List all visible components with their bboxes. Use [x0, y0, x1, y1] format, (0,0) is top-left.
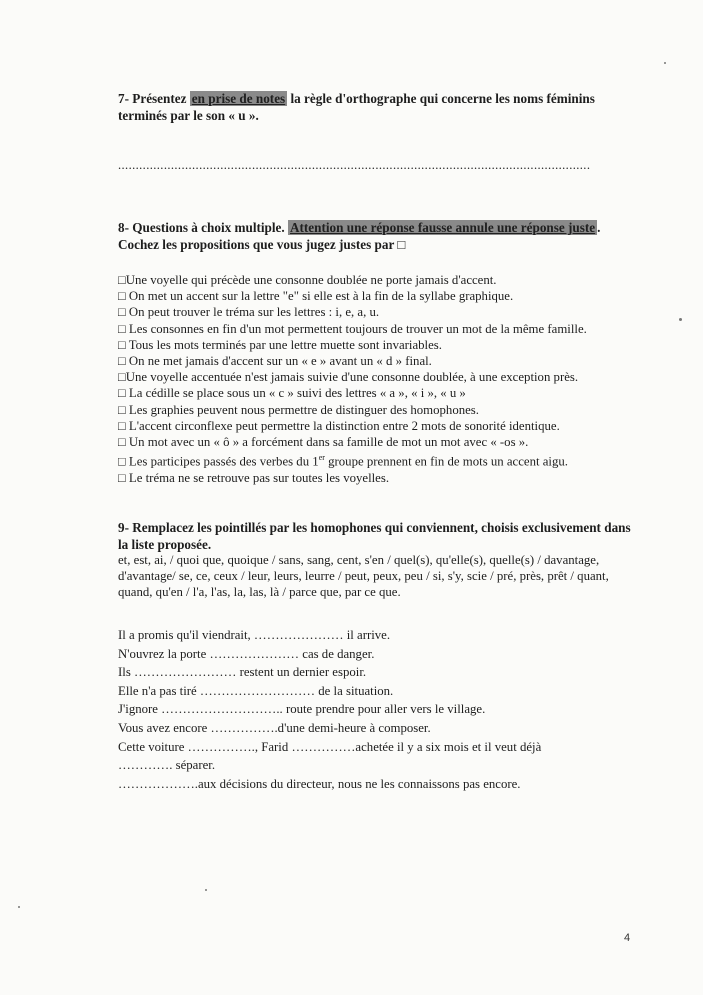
q8-option[interactable]: □ Les consonnes en fin d'un mot permettent toujours de trouver un mot de la même famille.	[118, 321, 587, 336]
q9-sentence: ……………….aux décisions du directeur, nous ne les connaissons pas encore.	[118, 776, 521, 791]
q9-sentence: Cette voiture ……………., Farid ……………achetée il y a six mois et il veut déjà	[118, 739, 542, 754]
q8-instruction: Cochez les propositions que vous jugez justes par □	[118, 237, 406, 252]
q9-sentence: Elle n'a pas tiré ……………………… de la situation.	[118, 683, 394, 698]
q8-option[interactable]: □ L'accent circonflexe peut permettre la distinction entre 2 mots de sonorité identique.	[118, 418, 560, 433]
q8-prefix: 8- Questions à choix multiple.	[118, 220, 288, 235]
q8-option[interactable]: □ On met un accent sur la lettre "e" si elle est à la fin de la syllabe graphique.	[118, 289, 514, 304]
q8-options	[118, 272, 648, 486]
q8-option[interactable]: □ Le tréma ne se retrouve pas sur toutes les voyelles.	[118, 470, 390, 485]
q9-sentence: …………. séparer.	[118, 758, 216, 773]
q8-option[interactable]: □ Un mot avec un « ô » a forcément dans sa famille de mot un mot avec « -os ».	[118, 435, 529, 450]
q9-sentence: N'ouvrez la porte ………………… cas de danger.	[118, 646, 375, 661]
q7-highlight: en prise de notes	[191, 91, 286, 106]
question-7-title	[118, 90, 638, 124]
scan-speck	[18, 906, 20, 908]
q8-period: .	[597, 220, 601, 235]
q9-sentence: Vous avez encore …………….d'une demi-heure à composer.	[118, 720, 431, 735]
question-9-title: 9- Remplacez les pointillés par les homophones qui conviennent, choisis exclusivement dans la liste proposée.	[118, 520, 631, 552]
q8-option[interactable]: □Une voyelle qui précède une consonne doublée ne porte jamais d'accent.	[118, 273, 497, 287]
q9-sentences	[118, 626, 638, 793]
q7-rest: la règle d'orthographe qui concerne les noms féminins terminés par le son « u ».	[118, 91, 595, 123]
q9-sentence: Il a promis qu'il viendrait, ………………… il arrive.	[118, 628, 391, 642]
q9-sentence: Ils …………………… restent un dernier espoir.	[118, 665, 367, 680]
q8-option[interactable]: □ Les graphies peuvent nous permettre de distinguer des homophones.	[118, 402, 479, 417]
q9-word-list: et, est, ai, / quoi que, quoique / sans, sang, cent, s'en / quel(s), qu'elle(s), quelle(s) / davantage, d'avantage/ se, ce, ceux / leur, leurs, leurre / peut, peux, peu / si, s'y, scie / pré, près, prêt / quant, quand, qu'en / l'a, l'as, la, las, là / parce que, par ce que.	[118, 553, 609, 600]
q8-option[interactable]: □ La cédille se place sous un « c » suivi des lettres « a », « i », « u »	[118, 386, 466, 401]
q8-option[interactable]: □ Tous les mots terminés par une lettre muette sont invariables.	[118, 337, 442, 352]
scan-speck	[679, 318, 682, 321]
q9-sentence: J'ignore ……………………….. route prendre pour aller vers le village.	[118, 702, 486, 717]
question-8-title	[118, 219, 643, 253]
q8-option[interactable]: □ Les participes passés des verbes du 1er groupe prennent en fin de mots un accent aigu.	[118, 453, 568, 469]
page-number: 4	[624, 932, 631, 944]
q8-option[interactable]: □Une voyelle accentuée n'est jamais suivie d'une consonne doublée, à une exception près.	[118, 370, 579, 385]
q7-prefix: 7- Présentez	[118, 91, 190, 106]
q7-answer-line: ......................................................................................................................................	[118, 158, 591, 172]
scan-speck	[205, 889, 207, 891]
q8-option[interactable]: □ On ne met jamais d'accent sur un « e » avant un « d » final.	[118, 354, 432, 369]
q8-option[interactable]: □ On peut trouver le tréma sur les lettres : i, e, a, u.	[118, 305, 380, 320]
q8-highlight: Attention une réponse fausse annule une réponse juste	[289, 220, 596, 235]
scan-speck	[664, 62, 666, 64]
